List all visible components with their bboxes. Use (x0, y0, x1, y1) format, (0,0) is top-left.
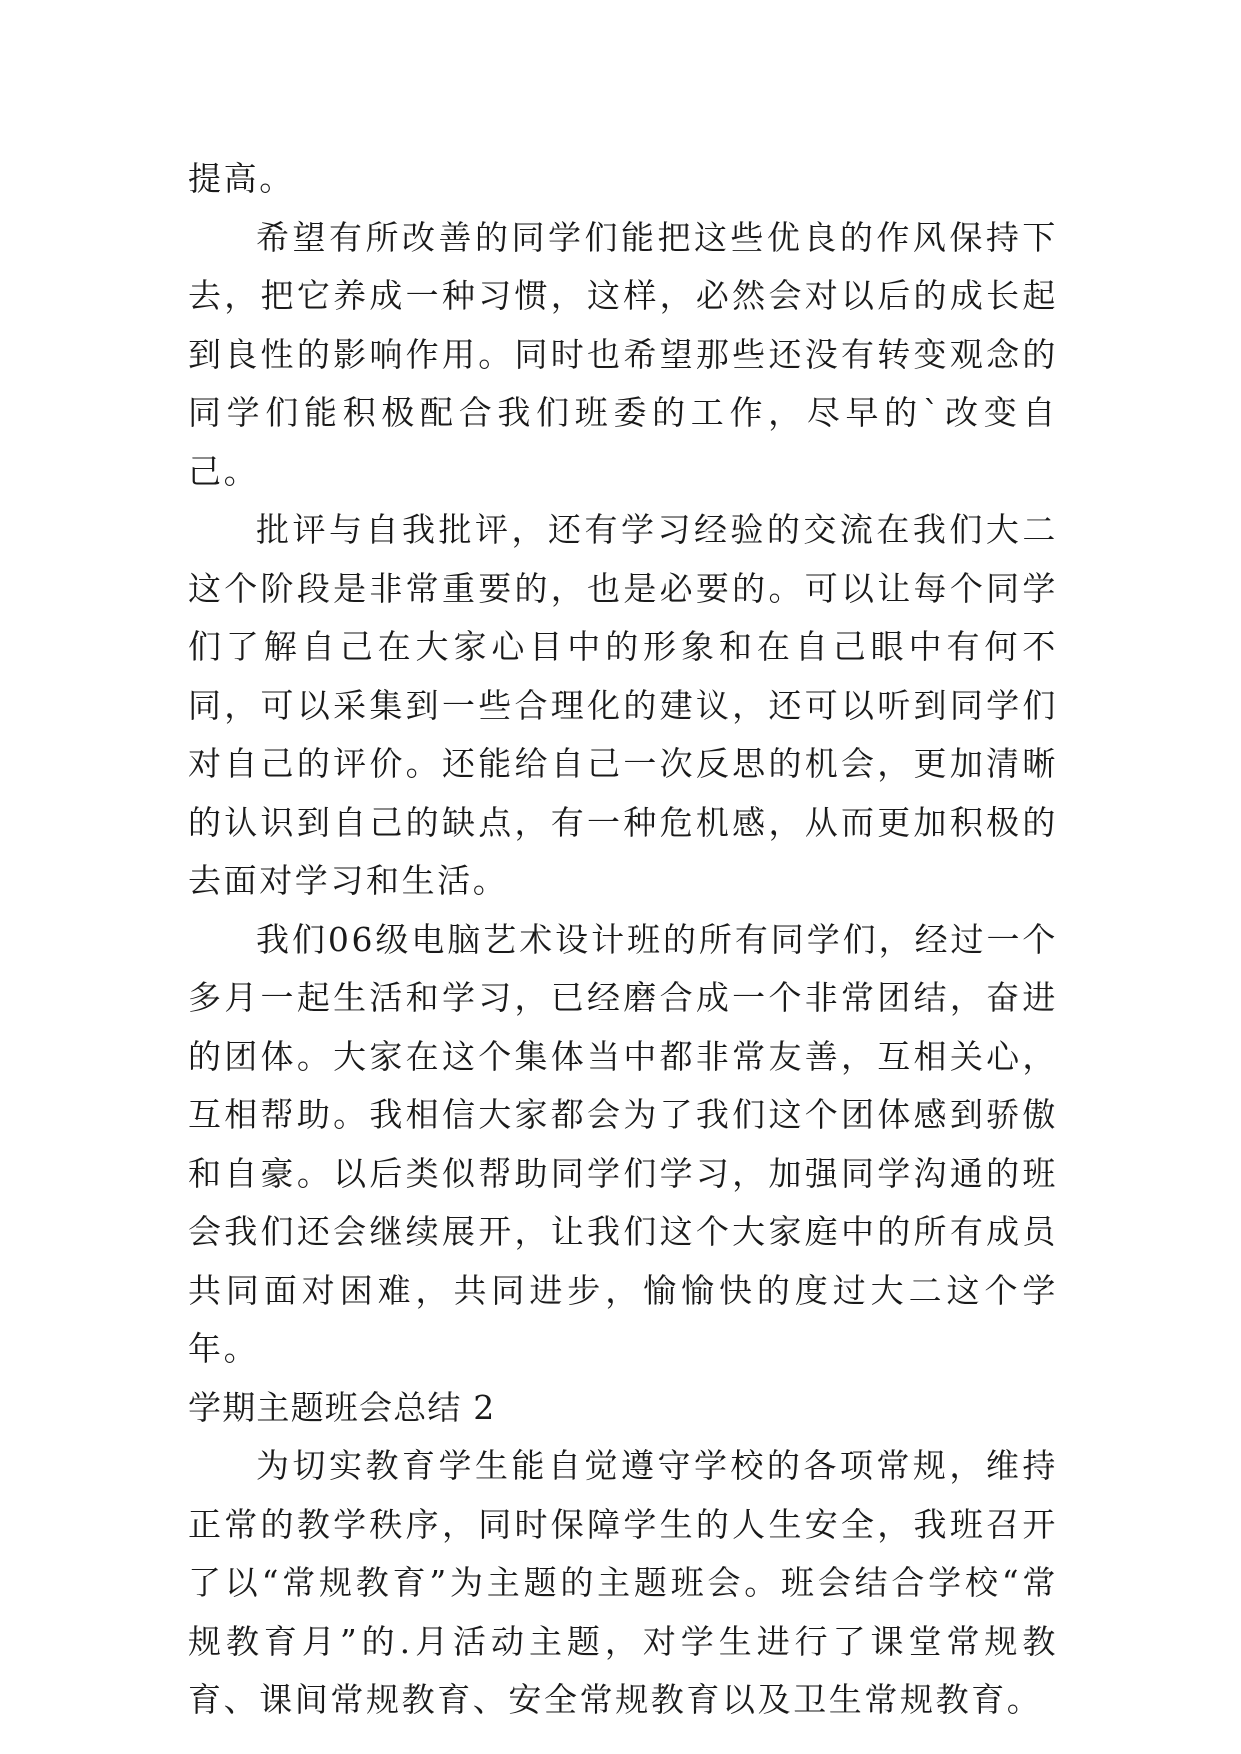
paragraph-continuation: 提高。 (188, 159, 295, 198)
paragraph-criticism: 批评与自我批评，还有学习经验的交流在我们大二这个阶段是非常重要的，也是必要的。可以让每个同学们了解自己在大家心目中的形象和在自己眼中有何不同，可以采集到一些合理化的建议，还可以听到同学们对自己的评价。还能给自己一次反思的机会，更加清晰的认识到自己的缺点，有一种危机感，从而更加积极的去面对学习和生活。 (188, 510, 1058, 900)
paragraph-routine-education: 为切实教育学生能自觉遵守学校的各项常规，维持正常的教学秩序，同时保障学生的人生安全，我班召开了以“常规教育”为主题的主题班会。班会结合学校“常规教育月”的.月活动主题，对学生进行了课堂常规教育、课间常规教育、安全常规教育以及卫生常规教育。 (188, 1446, 1058, 1719)
section-heading: 学期主题班会总结 2 (188, 1387, 496, 1427)
paragraph-hope: 希望有所改善的同学们能把这些优良的作风保持下去，把它养成一种习惯，这样，必然会对以后的成长起到良性的影响作用。同时也希望那些还没有转变观念的同学们能积极配合我们班委的工作，尽早的`改变自己。 (188, 217, 1058, 491)
document-body (188, 150, 1058, 1730)
paragraph-class-unity: 我们06级电脑艺术设计班的所有同学们，经过一个多月一起生活和学习，已经磨合成一个非常团结，奋进的团体。大家在这个集体当中都非常友善，互相关心，互相帮助。我相信大家都会为了我们这个团体感到骄傲和自豪。以后类似帮助同学们学习，加强同学沟通的班会我们还会继续展开，让我们这个大家庭中的所有成员共同面对困难，共同进步，愉愉快的度过大二这个学年。 (188, 919, 1058, 1368)
